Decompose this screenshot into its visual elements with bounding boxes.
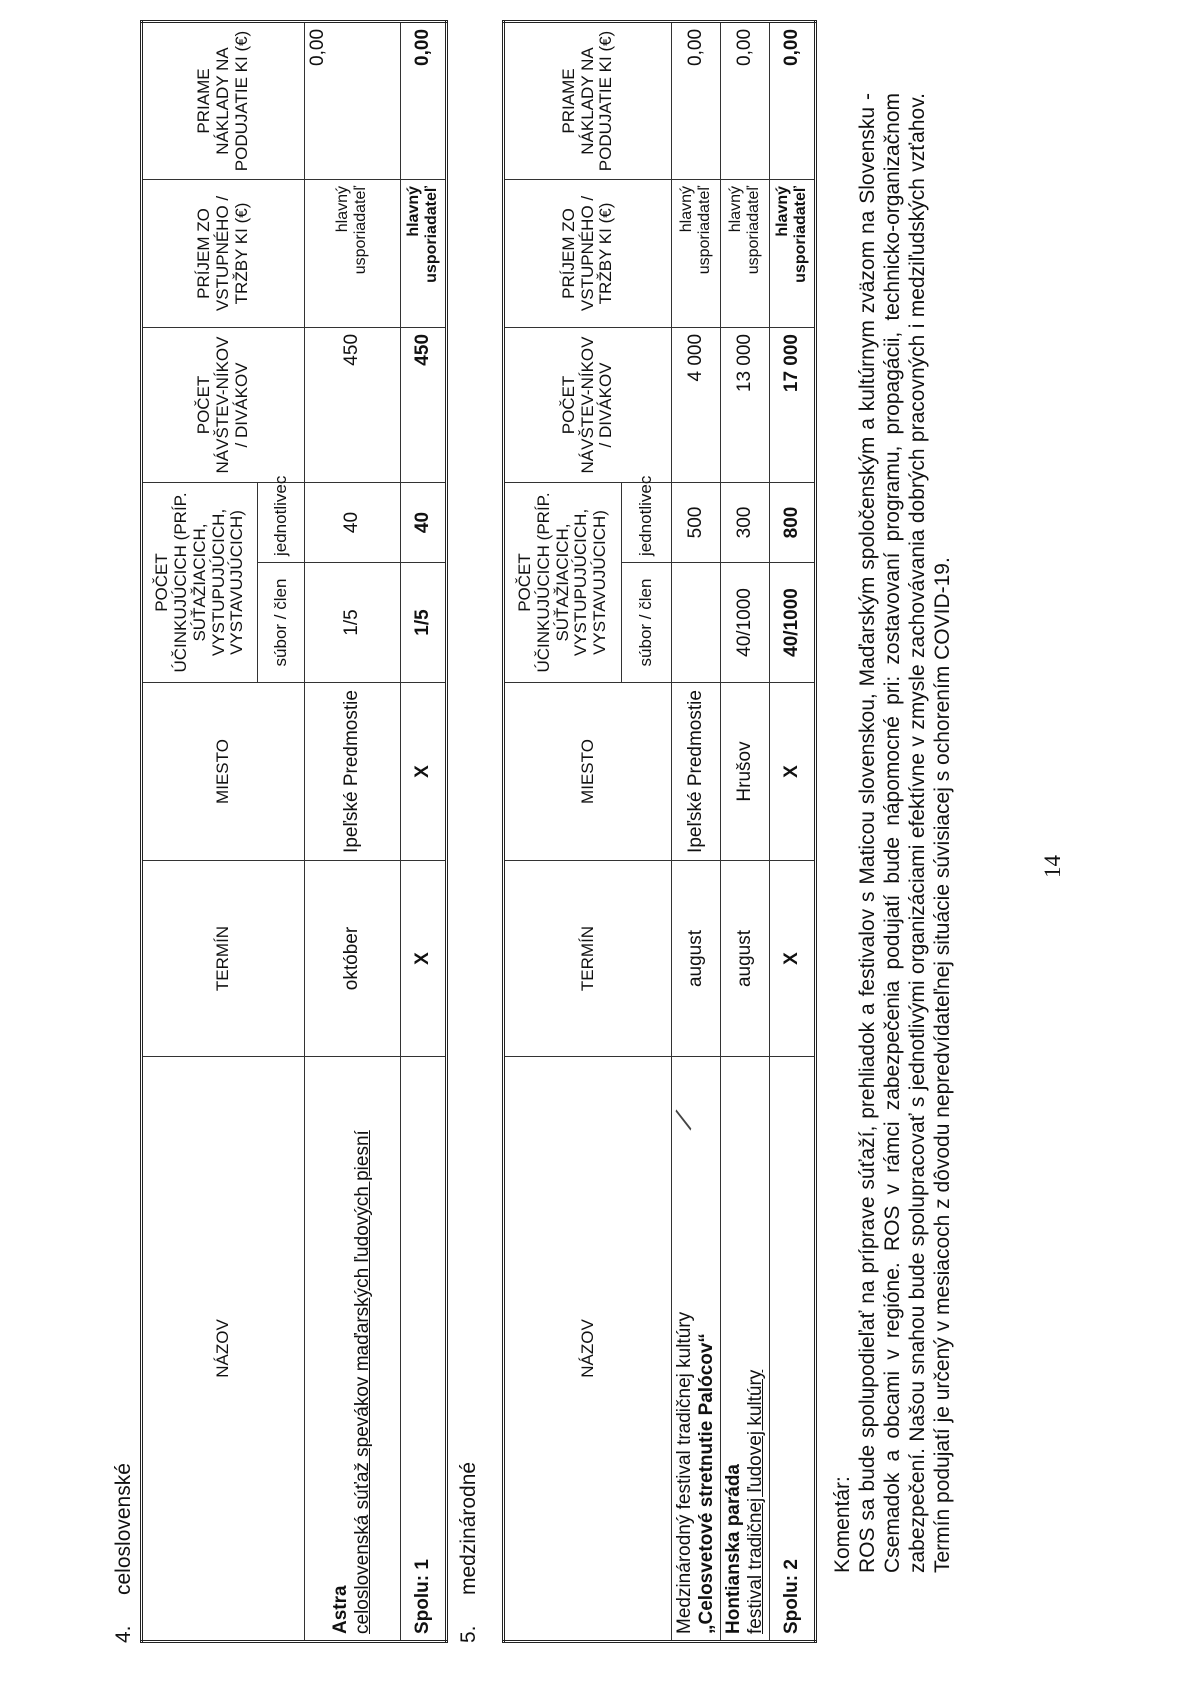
event-jednotlivec: 300 bbox=[721, 482, 770, 562]
total-naklady: 0,00 bbox=[400, 21, 446, 179]
comment-block bbox=[830, 93, 955, 1573]
total-miesto: X bbox=[400, 683, 446, 861]
event-termin: október bbox=[304, 861, 400, 1057]
total-termin: X bbox=[770, 861, 816, 1057]
header-miesto: MIESTO bbox=[142, 683, 305, 861]
page-number: 14 bbox=[1040, 855, 1065, 878]
total-termin: X bbox=[400, 861, 446, 1057]
header-termin: TERMÍN bbox=[504, 861, 672, 1057]
table-row bbox=[721, 21, 770, 1641]
total-row bbox=[400, 21, 446, 1641]
table-row bbox=[304, 21, 400, 1641]
event-navstevnici: 4 000 bbox=[672, 327, 721, 482]
event-termin: august bbox=[672, 861, 721, 1057]
section-heading bbox=[457, 1462, 481, 1643]
total-subor-clen: 1/5 bbox=[400, 563, 446, 683]
event-subor-clen: 1/5 bbox=[304, 563, 400, 683]
total-navstevnici: 17 000 bbox=[770, 327, 816, 482]
event-prijem: hlavný usporiadateľ bbox=[304, 179, 400, 327]
event-prijem: hlavný usporiadateľ bbox=[672, 179, 721, 327]
section-title: celoslovenské bbox=[112, 1463, 135, 1595]
total-naklady: 0,00 bbox=[770, 21, 816, 179]
event-name-cell bbox=[304, 1057, 400, 1642]
event-description: celoslovenská súťaž spevákov maďarských ľudových piesní bbox=[352, 1130, 374, 1634]
event-description: Medzinárodný festival tradičnej kultúry bbox=[674, 1311, 695, 1634]
event-name-cell bbox=[668, 1057, 721, 1642]
event-navstevnici: 13 000 bbox=[721, 327, 770, 482]
event-miesto: Ipeľské Predmostie bbox=[672, 683, 721, 861]
section-number: 4. bbox=[112, 1625, 135, 1643]
total-row bbox=[770, 21, 816, 1641]
header-nazov: NÁZOV bbox=[142, 1057, 305, 1642]
total-prijem: hlavný usporiadateľ bbox=[770, 179, 816, 327]
total-subor-clen: 40/1000 bbox=[770, 563, 816, 683]
event-prijem: hlavný usporiadateľ bbox=[721, 179, 770, 327]
events-table-medzinarodne bbox=[502, 20, 817, 1643]
event-name: „Celosvetové stretnutie Palócov“ bbox=[696, 1333, 717, 1634]
header-jednotlivec: jednotlivec bbox=[622, 482, 672, 562]
header-subor-clen: súbor / člen bbox=[258, 563, 304, 683]
total-navstevnici: 450 bbox=[400, 327, 446, 482]
events-table-celoslovenske bbox=[140, 20, 448, 1643]
comment-label: Komentár: bbox=[831, 1476, 854, 1573]
handwritten-mark-icon: ∕ bbox=[668, 1111, 701, 1128]
event-name-cell bbox=[721, 1057, 770, 1642]
header-naklady: PRIAME NÁKLADY NA PODUJATIE KI (€) bbox=[142, 21, 305, 179]
event-navstevnici: 450 bbox=[304, 327, 400, 482]
header-pocet-navstevnikov: POČET NÁVŠTEV-NÍKOV / DIVÁKOV bbox=[142, 327, 305, 482]
header-miesto: MIESTO bbox=[504, 683, 672, 861]
header-pocet-navstevnikov: POČET NÁVŠTEV-NÍKOV / DIVÁKOV bbox=[504, 327, 672, 482]
total-label: Spolu: 2 bbox=[770, 1057, 816, 1642]
total-jednotlivec: 800 bbox=[770, 482, 816, 562]
event-naklady: 0,00 bbox=[672, 21, 721, 179]
header-jednotlivec: jednotlivec bbox=[258, 482, 304, 562]
event-naklady: 0,00 bbox=[304, 21, 400, 179]
header-prijem: PRÍJEM ZO VSTUPNÉHO / TRŽBY KI (€) bbox=[504, 179, 672, 327]
event-termin: august bbox=[721, 861, 770, 1057]
event-subor-clen: 40/1000 bbox=[721, 563, 770, 683]
event-naklady: 0,00 bbox=[721, 21, 770, 179]
comment-text: ROS sa bude spolupodieľať na príprave súťaží, prehliadok a festivalov s Maticou slovenskou, Maďarským spoločenským a kultúrnym zväzom na Slovensku - Csemadok a obcami v regióne. ROS v rámci zabezpečenia podujatí bude nápomocné pri: zostavovaní programu, propagácii, technicko-organizačnom zabezpečení. Našou snahou bude spolupracovať s jednotlivými organizáciami efektívne v zmysle zachovávania dobrých pracovných i medziľudských vzťahov. Termín podujatí je určený v mesiacoch z dôvodu nepredvídateľnej situácie súvisiacej s ochorením COVID-19. bbox=[856, 93, 954, 1573]
header-pocet-ucinkujucich: POČET ÚČINKUJÚCICH (PRÍP. SÚŤAŽIACICH, VYSTUPUJÚCICH, VYSTAVUJÚCICH) bbox=[504, 482, 622, 682]
event-description: festival tradičnej ľudovej kultúry bbox=[745, 1369, 766, 1634]
header-naklady: PRIAME NÁKLADY NA PODUJATIE KI (€) bbox=[504, 21, 672, 179]
section-number: 5. bbox=[457, 1625, 480, 1643]
total-miesto: X bbox=[770, 683, 816, 861]
header-prijem: PRÍJEM ZO VSTUPNÉHO / TRŽBY KI (€) bbox=[142, 179, 305, 327]
event-miesto: Hrušov bbox=[721, 683, 770, 861]
table-row bbox=[672, 21, 721, 1641]
total-label: Spolu: 1 bbox=[400, 1057, 446, 1642]
header-pocet-ucinkujucich: POČET ÚČINKUJÚCICH (PRÍP. SÚŤAŽIACICH, VYSTUPUJÚCICH, VYSTAVUJÚCICH) bbox=[142, 482, 258, 682]
total-prijem: hlavný usporiadateľ bbox=[400, 179, 446, 327]
event-subor-clen bbox=[672, 563, 721, 683]
event-jednotlivec: 500 bbox=[672, 482, 721, 562]
header-termin: TERMÍN bbox=[142, 861, 305, 1057]
section-title: medzinárodné bbox=[457, 1461, 480, 1595]
header-nazov: NÁZOV bbox=[504, 1057, 672, 1642]
event-miesto: Ipeľské Predmostie bbox=[304, 683, 400, 861]
section-heading bbox=[112, 1463, 136, 1643]
event-name: Astra bbox=[330, 1585, 352, 1634]
event-name: Hontianska paráda bbox=[723, 1464, 744, 1634]
total-jednotlivec: 40 bbox=[400, 482, 446, 562]
header-subor-clen: súbor / člen bbox=[622, 563, 672, 683]
event-jednotlivec: 40 bbox=[304, 482, 400, 562]
